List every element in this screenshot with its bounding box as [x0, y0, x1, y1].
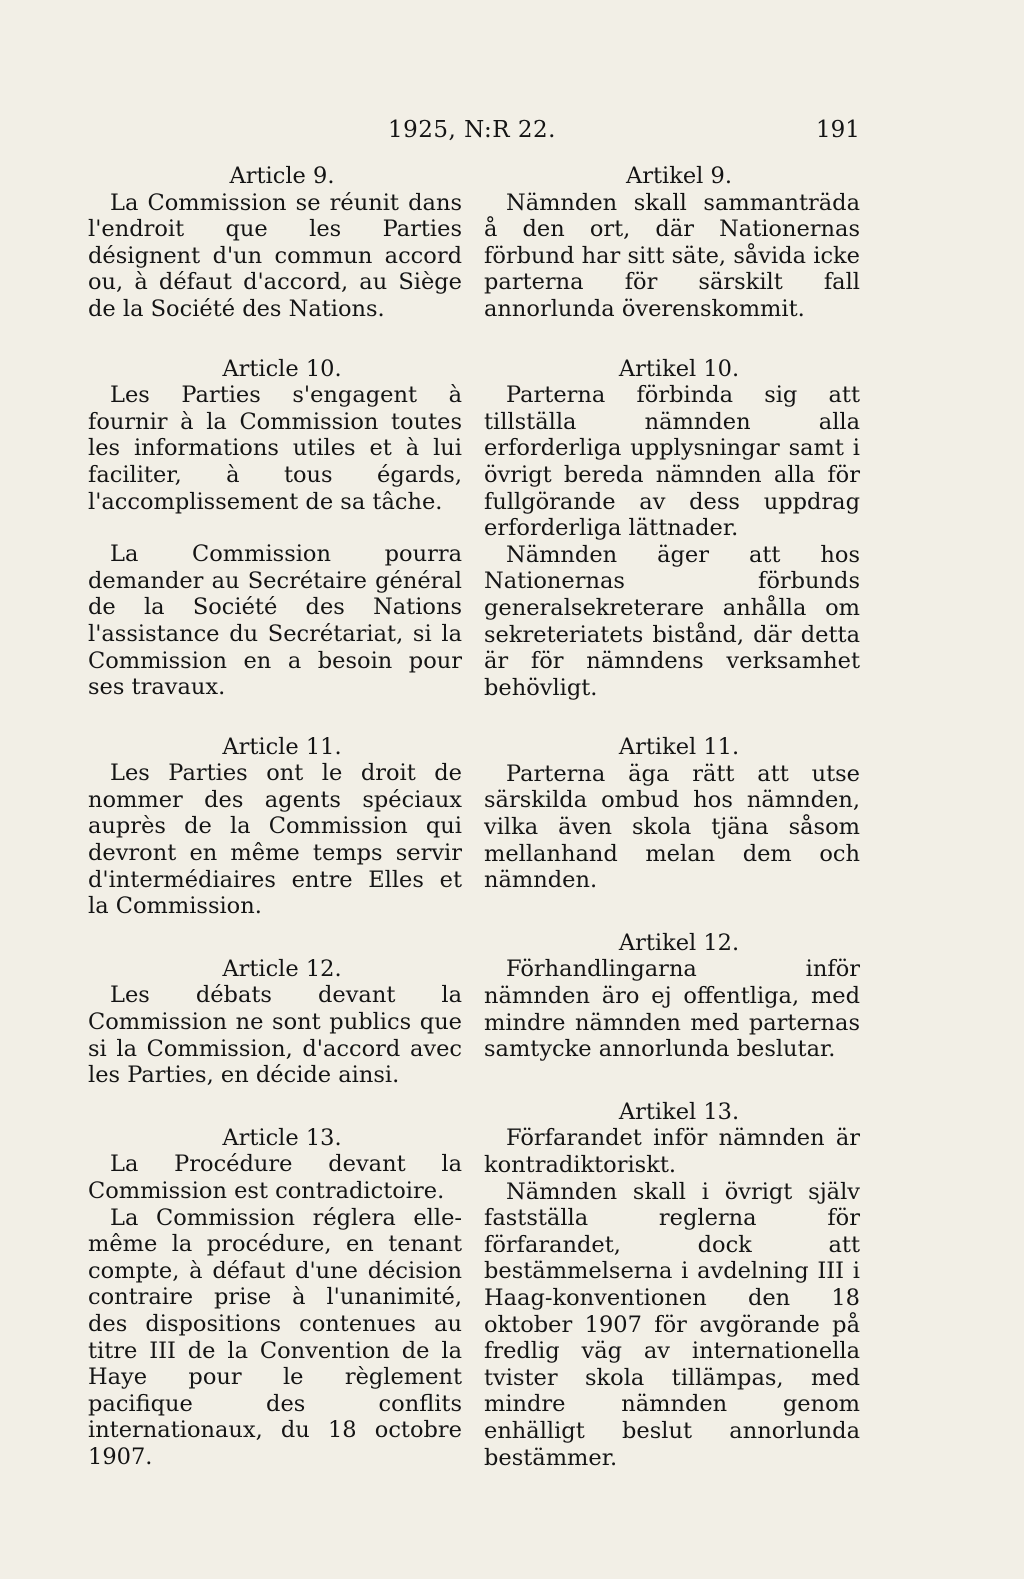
- french-article-9: [88, 163, 462, 323]
- article-paragraph: Nämnden skall i övrigt själv fastställa reglerna för förfarandet, dock att bestämmelserna i avdelning III i Haag-konventionen den 18 oktober 1907 för avgörande på fredlig väg av internationella tvister skola tillämpas, med mindre nämnden genom enhälligt beslut annorlunda bestämmer.: [484, 1178, 860, 1471]
- swedish-column: [484, 163, 860, 1471]
- article-heading: Artikel 13.: [618, 1098, 740, 1125]
- french-article-12: [88, 956, 462, 1089]
- article-heading: Artikel 9.: [625, 163, 732, 189]
- french-article-11: [88, 734, 462, 920]
- article-paragraph: La Commission se réunit dans l'endroit que les Parties désignent d'un commun accord ou, à défaut d'accord, au Siège de la Société des Nations.: [88, 189, 462, 322]
- swedish-artikel-9: [484, 163, 860, 323]
- article-heading: Article 9.: [229, 163, 335, 189]
- article-heading: Article 11.: [222, 733, 342, 760]
- page-number: 191: [816, 117, 860, 143]
- swedish-artikel-12: [484, 930, 860, 1063]
- article-heading: Artikel 12.: [618, 929, 740, 956]
- running-header: 1925, N:R 22.: [388, 117, 556, 143]
- article-heading: Artikel 11.: [618, 734, 740, 761]
- article-heading: Artikel 10.: [618, 355, 740, 382]
- article-heading: Article 10.: [222, 355, 342, 382]
- article-paragraph: La Procédure devant la Commission est contradictoire.: [88, 1151, 462, 1204]
- french-article-13: [88, 1125, 462, 1471]
- article-paragraph: Förfarandet inför nämnden är kontradiktoriskt.: [484, 1125, 860, 1178]
- article-heading: Article 12.: [222, 955, 342, 982]
- swedish-artikel-13: [484, 1099, 860, 1471]
- article-paragraph: Nämnden skall sammanträda å den ort, där Nationernas förbund har sitt säte, såvida icke parterna för särskilt fall annorlunda överenskommit.: [484, 189, 860, 322]
- article-paragraph: Les débats devant la Commission ne sont publics que si la Commission, d'accord avec les Parties, en décide ainsi.: [88, 982, 462, 1089]
- swedish-artikel-11: [484, 734, 860, 894]
- article-paragraph: Parterna äga rätt att utse särskilda ombud hos nämnden, vilka även skola tjäna såsom mellanhand melan dem och nämnden.: [484, 760, 860, 894]
- article-heading: Article 13.: [222, 1124, 342, 1151]
- french-article-10: [88, 356, 462, 701]
- article-paragraph: Förhandlingarna inför nämnden äro ej offentliga, med mindre nämnden med parternas samtycke annorlunda beslutar.: [484, 956, 860, 1063]
- swedish-artikel-10: [484, 356, 860, 702]
- article-paragraph: Parterna förbinda sig att tillställa nämnden alla erforderliga upplysningar samt i övrigt bereda nämnden alla för fullgörande av dess uppdrag erforderliga lättnader.: [484, 382, 860, 542]
- article-paragraph: La Commission pourra demander au Secrétaire général de la Société des Nations l'assistance du Secrétariat, si la Commission en a besoin pour ses travaux.: [88, 541, 462, 701]
- article-paragraph: Les Parties ont le droit de nommer des agents spéciaux auprès de la Commission qui devront en même temps servir d'intermédiaires entre Elles et la Commission.: [88, 760, 462, 920]
- article-paragraph: La Commission réglera elle-même la procédure, en tenant compte, à défaut d'une décision contraire prise à l'unanimité, des dispositions contenues au titre III de la Convention de la Haye pour le règlement pacifique des conflits internationaux, du 18 octobre 1907.: [88, 1204, 462, 1470]
- article-paragraph: Les Parties s'engagent à fournir à la Commission toutes les informations utiles et à lui faciliter, à tous égards, l'accomplissement de sa tâche.: [88, 382, 462, 515]
- french-column: [88, 163, 462, 1471]
- article-paragraph: Nämnden äger att hos Nationernas förbunds generalsekreterare anhålla om sekreteriatets bistånd, där detta är för nämndens verksamhet behövligt.: [484, 541, 860, 701]
